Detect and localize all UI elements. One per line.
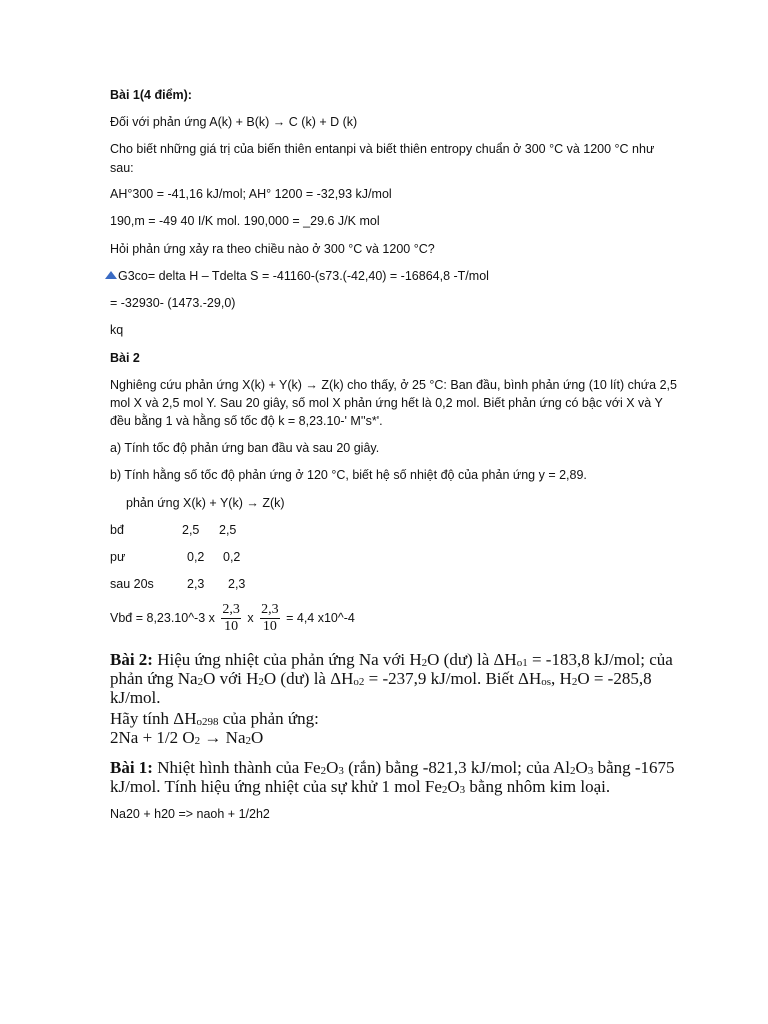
text-run: , H	[551, 669, 572, 688]
rate-suffix: = 4,4 x10^-4	[286, 610, 355, 625]
subscript: 3	[587, 765, 594, 777]
row-x-value: 2,5	[182, 523, 200, 537]
fraction-2	[260, 602, 280, 635]
serif-bai2-heading: Bài 2:	[110, 650, 153, 669]
text-run: O (dư) là ΔH	[427, 650, 517, 669]
rate-prefix: Vbđ = 8,23.10^-3 x	[110, 610, 215, 625]
row-label: pư	[110, 550, 126, 564]
text-run: Hãy tính ΔH	[110, 709, 197, 728]
bai1-calc1	[110, 267, 489, 286]
subscript: 2	[441, 784, 448, 796]
bai1-calc1-text: G3co= delta H – Tdelta S = -41160-(s73.(-42,40) = -16864,8 -T/mol	[118, 269, 489, 283]
subscript: 2	[258, 676, 264, 688]
text-run: O = -285,8 kJ/mol.	[110, 669, 652, 707]
row-x-value: 0,2	[187, 550, 205, 564]
subscript: 2	[320, 765, 327, 777]
bai1-given: Cho biết những giá trị của biến thiên entanpi và biết thiên entropy chuẩn ở 300 °C và 1200 °C như sau:	[110, 142, 655, 175]
row-label: bđ	[110, 523, 124, 537]
subscript: 2	[421, 657, 428, 669]
bai1-entropy: 190,m = -49 40 I/K mol. 190,000 = _29.6 J/K mol	[110, 214, 380, 228]
text-run: O với H	[203, 669, 259, 688]
text-run: = -183,8 kJ/mol; của phản ứng Na	[110, 650, 673, 688]
subscript: o298	[196, 716, 219, 728]
fraction-1-denominator: 10	[224, 619, 239, 634]
bai2-part-a: a) Tính tốc độ phản ứng ban đầu và sau 20 giây.	[110, 441, 380, 455]
row-x-value: 2,3	[187, 577, 205, 591]
arrow-glyph: →	[200, 728, 226, 747]
bai1-reaction: Đối với phản ứng A(k) + B(k) → C (k) + D (k)	[110, 115, 358, 129]
row-y-value: 0,2	[223, 550, 241, 564]
text-run: 2Na + 1/2 O	[110, 728, 195, 747]
bai2-part-b: b) Tính hằng số tốc độ phản ứng ở 120 °C, biết hệ số nhiệt độ của phản ứng y = 2,89.	[110, 468, 587, 482]
subscript: 2	[197, 676, 204, 688]
text-run: O	[251, 728, 264, 747]
subscript: 3	[338, 765, 344, 777]
text-run: O	[575, 758, 588, 777]
text-run: O (dư) là ΔH	[263, 669, 354, 688]
row-y-value: 2,5	[219, 523, 237, 537]
subscript: os	[541, 676, 552, 688]
delta-triangle-icon	[105, 271, 117, 279]
serif-bai1-paragraph	[110, 758, 680, 796]
text-run: của phản ứng:	[218, 709, 319, 728]
text-run: O	[326, 758, 339, 777]
rate-equation	[110, 602, 355, 635]
table-header: phản ứng X(k) + Y(k) → Z(k)	[126, 496, 285, 510]
row-label: sau 20s	[110, 577, 154, 591]
subscript: 2	[571, 676, 578, 688]
row-y-value: 2,3	[228, 577, 246, 591]
bai2-problem: Nghiêng cứu phản ứng X(k) + Y(k) → Z(k) cho thấy, ở 25 °C: Ban đầu, bình phản ứng (10 lít) chứa 2,5 mol X và 2,5 mol Y. Sau 20 giây, số mol X phản ứng hết là 0,2 mol. Biết phản ứng có bậc với X và Y đều bằng 1 và hằng số tốc độ k = 8,23.10-' M''s*'.	[110, 378, 677, 428]
subscript: o1	[516, 657, 528, 669]
subscript: 2	[245, 735, 251, 747]
bai1-question: Hỏi phản ứng xảy ra theo chiều nào ở 300 °C và 1200 °C?	[110, 242, 435, 256]
subscript: 3	[459, 784, 466, 796]
subscript: 2	[194, 735, 201, 747]
subscript: 2	[570, 765, 576, 777]
serif-bai2-paragraph	[110, 650, 680, 707]
last-line: Na20 + h20 => naoh + 1/2h2	[110, 807, 270, 821]
text-run: bằng nhôm kim loại.	[465, 777, 611, 796]
fraction-1-numerator: 2,3	[222, 602, 240, 617]
text-run: Na	[225, 728, 246, 747]
bai2-heading: Bài 2	[110, 351, 140, 365]
rate-times: x	[247, 610, 254, 625]
serif-bai2-equation	[110, 728, 680, 747]
serif-bai2-question	[110, 709, 680, 728]
bai1-enthalpy: AH°300 = -41,16 kJ/mol; AH° 1200 = -32,93 kJ/mol	[110, 187, 392, 201]
subscript: o2	[353, 676, 365, 688]
bai1-heading: Bài 1(4 điểm):	[110, 88, 192, 102]
text-run: = -237,9 kJ/mol. Biết ΔH	[364, 669, 542, 688]
bai1-calc2: = -32930- (1473.-29,0)	[110, 296, 236, 310]
fraction-2-numerator: 2,3	[261, 602, 279, 617]
text-run: bằng -1675 kJ/mol. Tính hiệu ứng nhiệt của sự khử 1 mol Fe	[110, 758, 675, 796]
serif-bai1-heading: Bài 1:	[110, 758, 153, 777]
bai1-kq: kq	[110, 323, 124, 337]
text-run: (rắn) bằng -821,3 kJ/mol; của Al	[343, 758, 571, 777]
fraction-1	[221, 602, 241, 635]
text-run: Nhiệt hình thành của Fe	[152, 758, 321, 777]
text-run: Hiệu ứng nhiệt của phản ứng Na với H	[152, 650, 422, 669]
text-run: O	[447, 777, 460, 796]
fraction-2-denominator: 10	[262, 619, 277, 634]
